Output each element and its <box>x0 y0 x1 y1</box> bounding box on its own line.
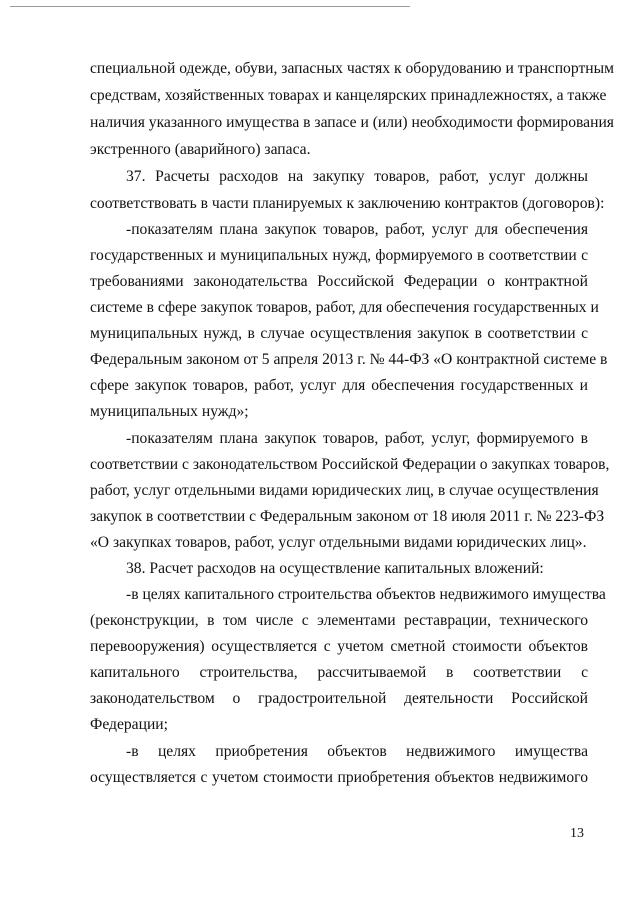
list-item-line: -в целях приобретения объектов недвижимого имущества <box>126 743 588 760</box>
text-line: муниципальных нужд, в случае осуществления закупок в соответствии с <box>90 325 588 342</box>
text-line: капитального строительства, рассчитываемой в соответствии с <box>90 664 588 681</box>
paragraph-37-heading: 37. Расчеты расходов на закупку товаров, работ, услуг должны <box>126 168 588 185</box>
list-item-line: -показателям плана закупок товаров, работ, услуг, формируемого в <box>126 430 588 447</box>
text-line: сфере закупок товаров, работ, услуг для обеспечения государственных и <box>90 377 588 394</box>
text-line: государственных и муниципальных нужд, формируемого в соответствии с <box>90 247 588 264</box>
text-line: закупок в соответствии с Федеральным законом от 18 июля 2011 г. № 223-ФЗ <box>90 508 605 525</box>
text-line: (реконструкции, в том числе с элементами реставрации, технического <box>90 612 588 629</box>
top-scan-line <box>10 6 410 7</box>
text-line: перевооружения) осуществляется с учетом сметной стоимости объектов <box>90 638 588 655</box>
list-item-line: -в целях капитального строительства объектов недвижимого имущества <box>126 586 606 603</box>
text-line: специальной одежде, обуви, запасных частях к оборудованию и транспортным <box>90 60 614 77</box>
text-line: Федеральным законом от 5 апреля 2013 г. № 44-ФЗ «О контрактной системе в <box>90 351 608 368</box>
page-number: 13 <box>570 826 584 841</box>
text-line: работ, услуг отдельными видами юридических лиц, в случае осуществления <box>90 482 599 499</box>
text-line: «О закупках товаров, работ, услуг отдельными видами юридических лиц». <box>90 534 587 551</box>
list-item-line: -показателям плана закупок товаров, работ, услуг для обеспечения <box>126 221 588 238</box>
paragraph-38-heading: 38. Расчет расходов на осуществление капитальных вложений: <box>126 560 544 577</box>
text-line: средствам, хозяйственных товарах и канцелярских принадлежностях, а также <box>90 87 607 104</box>
text-line: требованиями законодательства Российской Федерации о контрактной <box>90 273 588 290</box>
text-line: соответствовать в части планируемых к заключению контрактов (договоров): <box>90 195 605 212</box>
text-line: соответствии с законодательством Российской Федерации о закупках товаров, <box>90 456 610 473</box>
text-line: осуществляется с учетом стоимости приобретения объектов недвижимого <box>90 769 588 786</box>
text-line: Федерации; <box>90 716 168 733</box>
text-line: системе в сфере закупок товаров, работ, для обеспечения государственных и <box>90 299 599 316</box>
text-line: законодательством о градостроительной деятельности Российской <box>90 690 588 707</box>
text-line: муниципальных нужд»; <box>90 403 249 420</box>
text-line: экстренного (аварийного) запаса. <box>90 141 311 158</box>
text-line: наличия указанного имущества в запасе и (или) необходимости формирования <box>90 114 614 131</box>
